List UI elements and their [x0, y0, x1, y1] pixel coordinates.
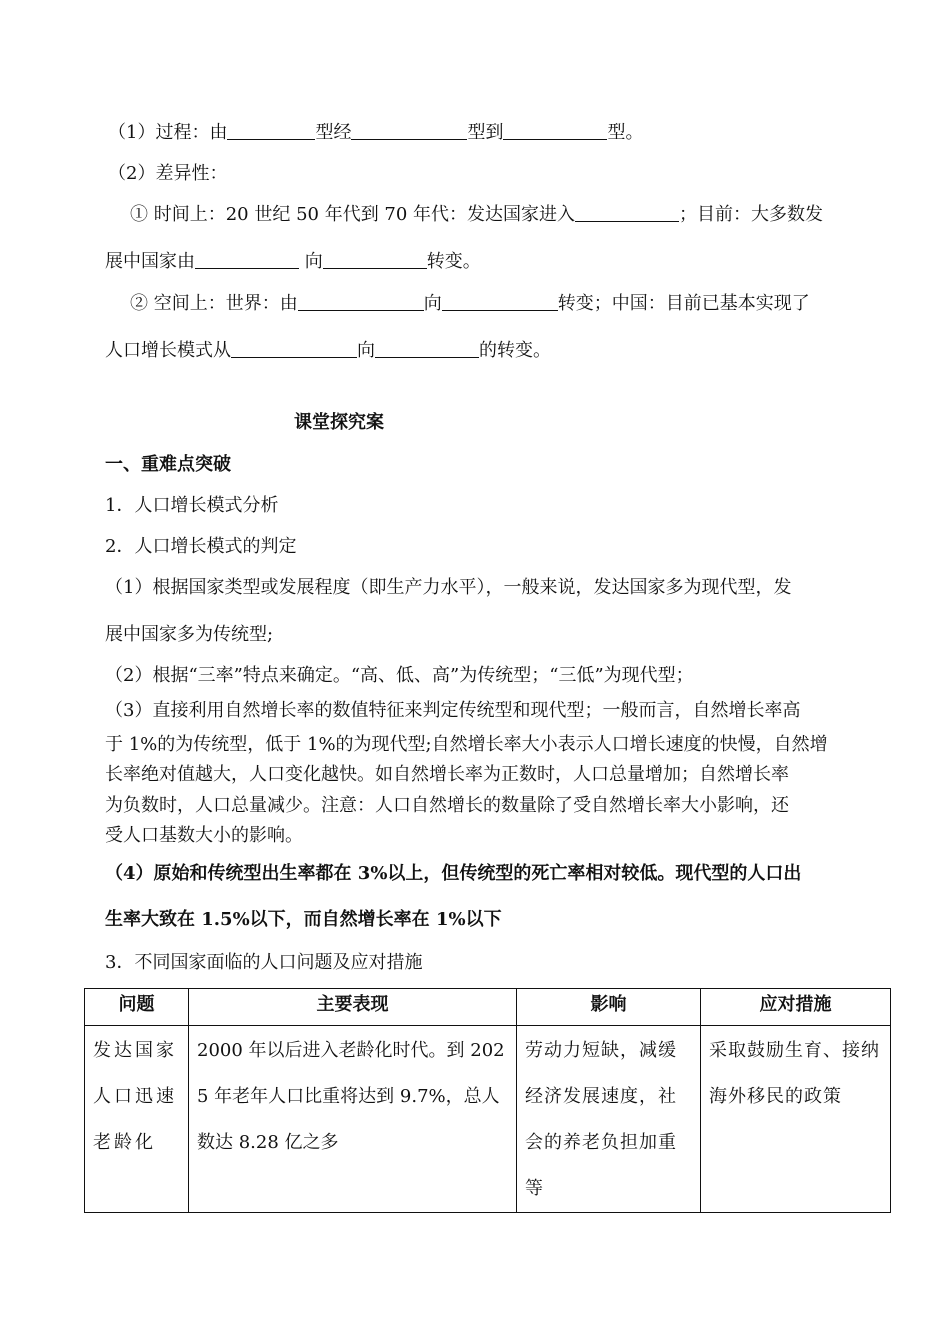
heading-key-points: 一、重难点突破: [105, 454, 231, 475]
header-measures: 应对措施: [701, 989, 891, 1026]
space-line-2: [105, 339, 551, 363]
paragraph-3-line-3: 长率绝对值越大，人口变化越快。如自然增长率为正数时，人口总量增加；自然增长率: [105, 764, 789, 785]
blank-field[interactable]: [503, 121, 607, 140]
header-problem: 问题: [85, 989, 189, 1026]
space-text-1: ② 空间上：世界：由: [130, 293, 298, 314]
paragraph-3-line-1: （3）直接利用自然增长率的数值特征来判定传统型和现代型；一般而言，自然增长率高: [105, 700, 801, 721]
time-text-5: 转变。: [426, 251, 481, 272]
space-text-3: 转变；中国：目前已基本实现了: [557, 293, 810, 314]
blank-field[interactable]: [442, 292, 558, 311]
process-mid1: 型经: [315, 122, 352, 143]
paragraph-3-line-2: 于 1%的为传统型，低于 1%的为现代型;自然增长率大小表示人口增长速度的快慢，自然增: [105, 734, 828, 755]
space-line-1: [130, 292, 810, 316]
time-line-2: [105, 250, 481, 274]
item-3: 3．不同国家面临的人口问题及应对措施: [105, 952, 423, 973]
cell-problem: 发达国家人口迅速老龄化: [85, 1026, 189, 1213]
paragraph-1-line-1: （1）根据国家类型或发展程度（即生产力水平），一般来说，发达国家多为现代型，发: [105, 577, 792, 598]
difference-label: （2）差异性：: [108, 163, 228, 184]
paragraph-2: （2）根据“三率”特点来确定。“高、低、高”为传统型；“三低”为现代型；: [105, 665, 694, 686]
time-text-4: 向: [304, 251, 323, 272]
population-problems-table: [84, 988, 891, 1213]
table-header-row: [85, 989, 891, 1026]
blank-field[interactable]: [375, 339, 479, 358]
blank-field[interactable]: [227, 121, 315, 140]
blank-field[interactable]: [231, 339, 357, 358]
process-suffix: 型。: [607, 122, 644, 143]
paragraph-4-line-1: （4）原始和传统型出生率都在 3%以上，但传统型的死亡率相对较低。现代型的人口出: [105, 863, 802, 884]
space-text-5: 向: [357, 340, 375, 361]
blank-field[interactable]: [195, 250, 299, 269]
cell-measures: 采取鼓励生育、接纳海外移民的政策: [701, 1026, 891, 1213]
process-mid2: 型到: [467, 122, 504, 143]
space-text-6: 的转变。: [479, 340, 551, 361]
process-fill-line: [108, 121, 643, 145]
cell-impact: 劳动力短缺，减缓经济发展速度，社会的养老负担加重等: [517, 1026, 701, 1213]
space-text-4: 人口增长模式从: [105, 340, 231, 361]
process-prefix: （1）过程：由: [108, 122, 228, 143]
table-row: [85, 1026, 891, 1213]
time-line-1: [130, 203, 823, 227]
paragraph-1-line-2: 展中国家多为传统型;: [105, 624, 274, 645]
paragraph-4-line-2: 生率大致在 1.5%以下，而自然增长率在 1%以下: [105, 909, 502, 930]
section-title: 课堂探究案: [294, 412, 384, 433]
time-text-1: ① 时间上：20 世纪 50 年代到 70 年代：发达国家进入: [130, 204, 576, 225]
space-text-2: 向: [423, 293, 442, 314]
time-text-3: 展中国家由: [105, 251, 195, 272]
header-manifestation: 主要表现: [189, 989, 517, 1026]
item-1: 1．人口增长模式分析: [105, 495, 279, 516]
paragraph-3-line-4: 为负数时，人口总量减少。注意：人口自然增长的数量除了受自然增长率大小影响，还: [105, 795, 789, 816]
paragraph-3-line-5: 受人口基数大小的影响。: [105, 825, 303, 846]
header-impact: 影响: [517, 989, 701, 1026]
cell-manifestation: 2000 年以后进入老龄化时代。到 2025 年老年人口比重将达到 9.7%，总人数达 8.28 亿之多: [189, 1026, 517, 1213]
blank-field[interactable]: [323, 250, 427, 269]
item-2: 2．人口增长模式的判定: [105, 536, 297, 557]
blank-field[interactable]: [298, 292, 424, 311]
time-text-2: ；目前：大多数发: [679, 204, 824, 225]
blank-field[interactable]: [351, 121, 467, 140]
blank-field[interactable]: [575, 203, 679, 222]
